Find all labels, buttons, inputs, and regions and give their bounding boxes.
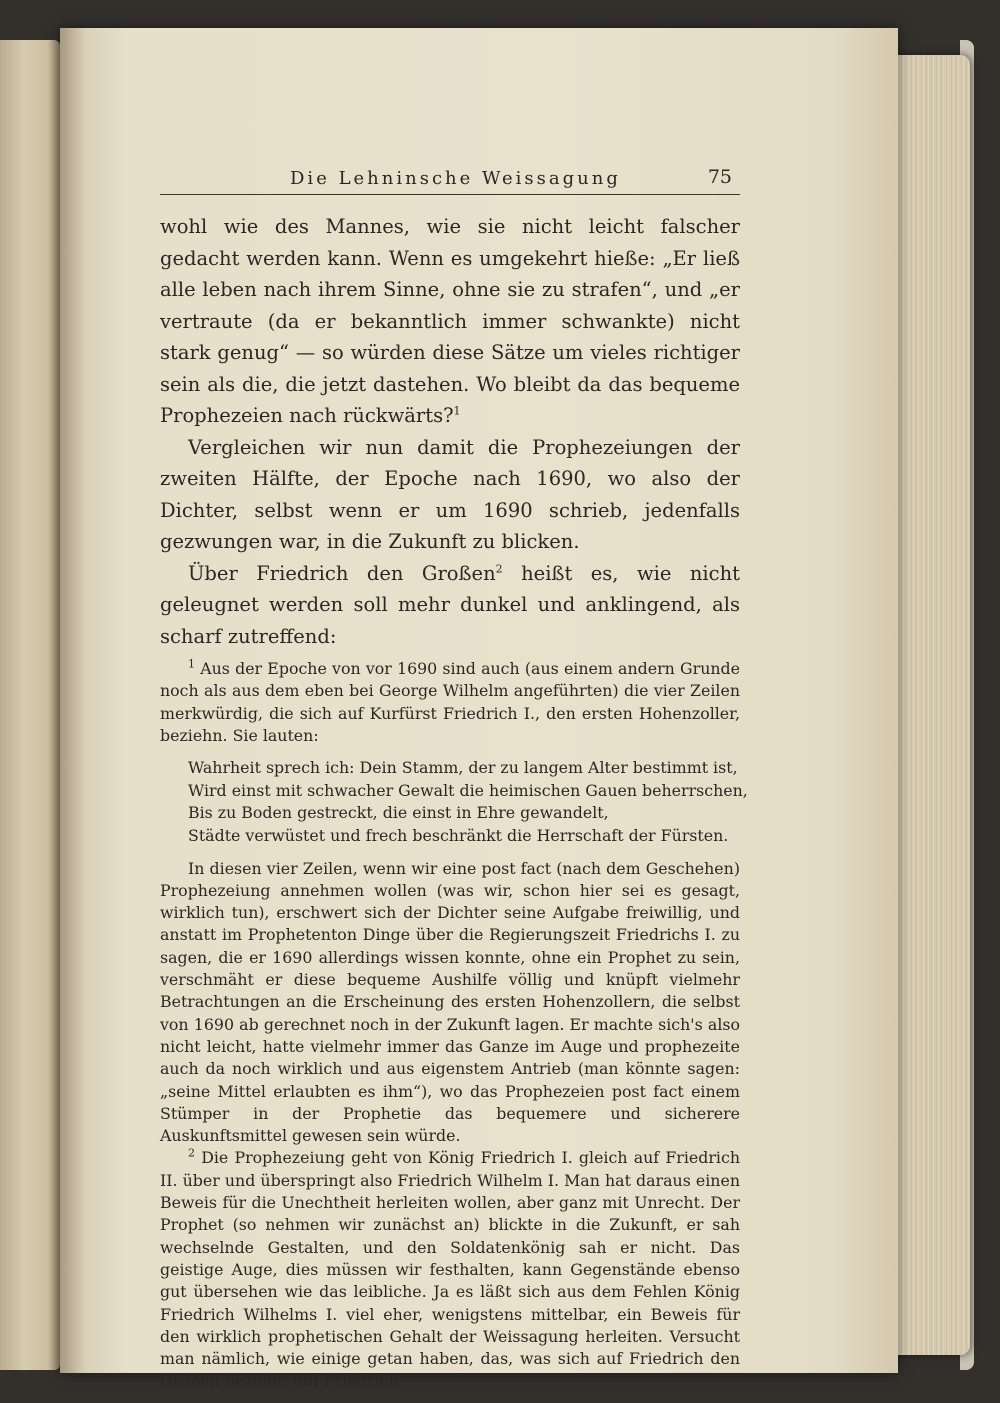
paragraph-1-text: wohl wie des Mannes, wie sie nicht leicht falscher gedacht werden kann. Wenn es umgekehrt hieße: „Er ließ alle leben nach ihrem Sinne, ohne sie zu strafen“, und „er vertraute (da er bekanntlich immer schwankte) nicht stark genug“ — so würden diese Sätze um vieles richtiger sein als die, die jetzt dastehen. Wo bleibt da das bequeme Prophezeien nach rückwärts? xyxy=(160,215,740,427)
verse-quote xyxy=(188,757,748,847)
footnote-1-marker: 1 xyxy=(188,657,195,671)
page-content xyxy=(160,160,748,1393)
paragraph-3 xyxy=(160,558,740,653)
running-title: Die Lehninsche Weissagung xyxy=(290,168,621,189)
verse-line: Wird einst mit schwacher Gewalt die heimischen Gauen beherrschen, xyxy=(188,780,748,800)
footnote-2 xyxy=(160,1147,740,1392)
running-head xyxy=(160,160,740,195)
footnote-ref-1: 1 xyxy=(453,404,461,418)
footnote-1 xyxy=(160,658,740,747)
footnote-1-text: Aus der Epoche von vor 1690 sind auch (aus einem andern Grunde noch als aus dem eben bei George Wilhelm angeführten) die vier Zeilen merkwürdig, die sich auf Kurfürst Friedrich I., den ersten Hohenzoller, beziehn. Sie lauten: xyxy=(160,659,740,745)
paragraph-1 xyxy=(160,211,740,432)
footnote-2-marker: 2 xyxy=(188,1147,195,1161)
footnote-ref-2: 2 xyxy=(495,562,503,575)
verse-line: Bis zu Boden gestreckt, die einst in Ehre gewandelt, xyxy=(188,803,609,823)
left-page-edge xyxy=(0,40,60,1370)
footnotes xyxy=(160,657,748,1393)
main-text xyxy=(160,211,740,652)
page-number: 75 xyxy=(707,166,732,188)
paragraph-3-text: Über Friedrich den Großen xyxy=(188,561,496,585)
paragraph-3-rest: heißt es, wie nicht geleugnet werden soll mehr dunkel und anklingend, als scharf zutreffend: xyxy=(160,561,740,648)
verse-line: Wahrheit sprech ich: Dein Stamm, der zu langem Alter bestimmt ist, xyxy=(188,758,738,778)
verse-line: Städte verwüstet und frech beschränkt die Herrschaft der Fürsten. xyxy=(188,825,729,845)
paragraph-2: Vergleichen wir nun damit die Prophezeiungen der zweiten Hälfte, der Epoche nach 1690, wo also der Dichter, selbst wenn er um 1690 schrieb, jedenfalls gezwungen war, in die Zukunft zu blicken. xyxy=(160,435,740,553)
footnote-1-continuation: In diesen vier Zeilen, wenn wir eine post fact (nach dem Geschehen) Prophezeiung annehmen wollen (was wir, schon hier sei es gesagt, wirklich tun), erschwert sich der Dichter seine Aufgabe freiwillig, und anstatt im Prophetenton Dinge über die Regierungszeit Friedrichs I. zu sagen, die er 1690 allerdings wissen konnte, ohne ein Prophet zu sein, verschmäht er diese bequeme Aushilfe völlig und knüpft vielmehr Betrachtungen an die Erscheinung des ersten Hohenzollern, die selbst von 1690 ab gerechnet noch in der Zukunft lagen. Er machte sich's also nicht leicht, hatte vielmehr immer das Ganze im Auge und prophezeite auch da noch wirklich und aus eigenstem Antrieb (man könnte sagen: „seine Mittel erlaubten es ihm“), wo das Prophezeien post fact einem Stümper in der Prophetie das bequemere und sicherere Auskunftsmittel gewesen sein würde. xyxy=(160,858,740,1146)
footnote-2-text: Die Prophezeiung geht von König Friedrich I. gleich auf Friedrich II. über und überspringt also Friedrich Wilhelm I. Man hat daraus einen Beweis für die Unechtheit herleiten wollen, aber ganz mit Unrecht. Der Prophet (so nehmen wir zunächst an) blickte in die Zukunft, er sah wechselnde Gestalten, und den Soldatenkönig sah er nicht. Das geistige Auge, dies müssen wir festhalten, kann Gegenstände ebenso gut übersehen wie das leibliche. Ja es läßt sich aus dem Fehlen König Friedrich Wilhelms I. viel eher, wenigstens mittelbar, ein Beweis für den wirklich prophetischen Gehalt der Weissagung herleiten. Versucht man nämlich, wie einige getan haben, das, was sich auf Friedrich den Großen bezieht, auf Friedrich xyxy=(160,1148,740,1391)
